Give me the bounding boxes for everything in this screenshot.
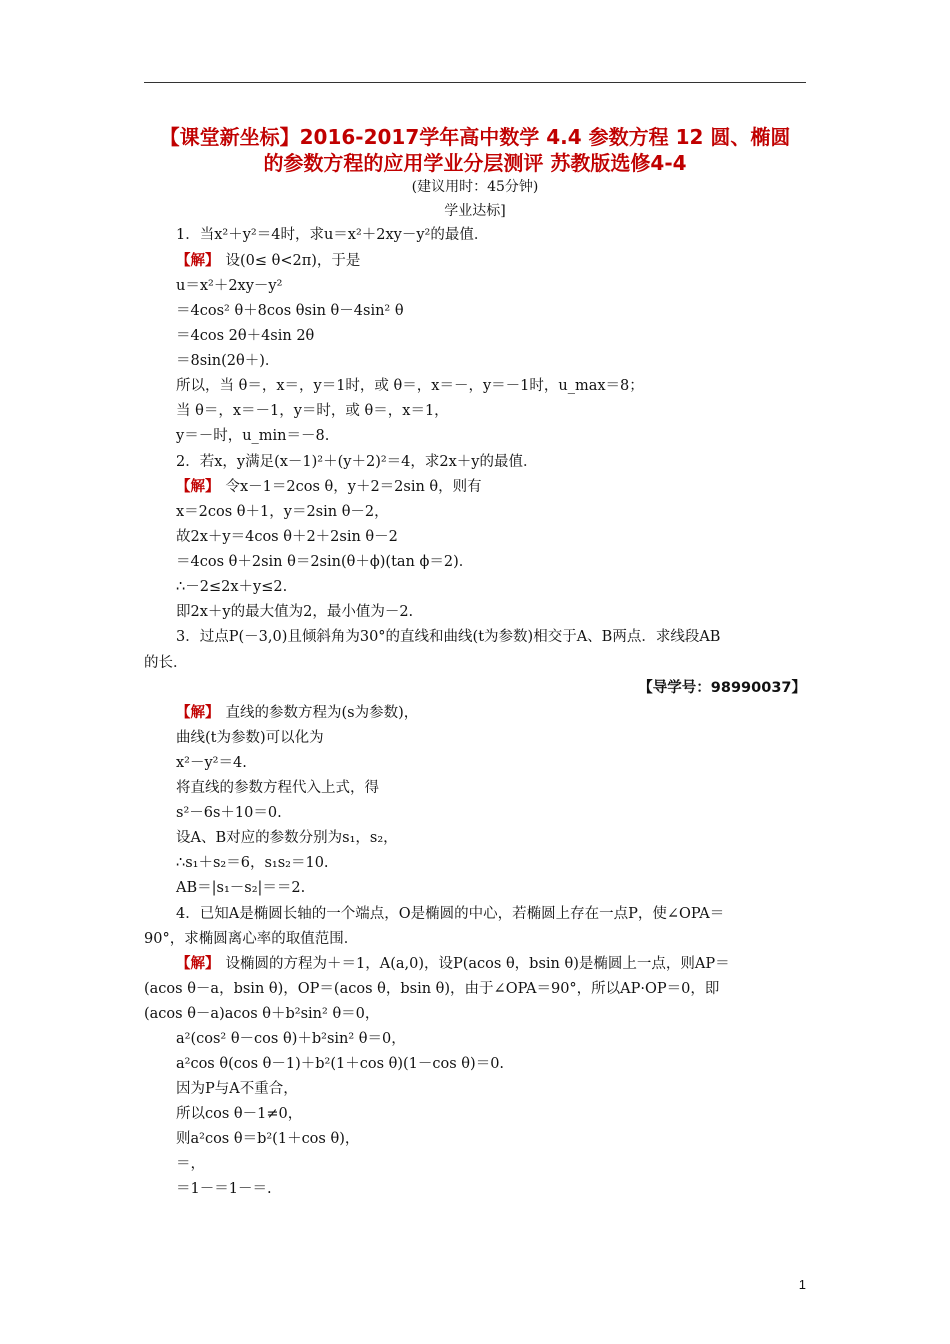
line-text: 设(0≤ θ<2π)，于是 (225, 253, 361, 269)
time-note: (建议用时：45分钟) (411, 179, 539, 195)
line-text: (acos θ－a)acos θ＋b²sin² θ＝0， (144, 1006, 380, 1022)
text-line (176, 450, 538, 471)
line-text: ＝4cos² θ＋8cos θsin θ－4sin² θ (176, 303, 404, 319)
line-text: 即2x＋y的最大值为2，最小值为－2. (176, 604, 414, 620)
line-text: 令x－1＝2cos θ，y＋2＝2sin θ，则有 (225, 479, 482, 495)
solution-label: 【解】 (176, 253, 220, 269)
text-line (176, 1052, 504, 1073)
line-text: 当 θ＝，x＝－1，y＝时，或 θ＝，x＝1， (176, 403, 449, 419)
text-line (144, 927, 358, 948)
section-heading: 学业达标] (444, 203, 506, 219)
text-line (144, 977, 719, 998)
text-line (176, 525, 398, 546)
line-text: ＝1－＝1－＝. (176, 1181, 272, 1197)
line-text: 【导学号：98990037】 (638, 680, 806, 696)
line-text: 曲线(t为参数)可以化为 (176, 730, 324, 746)
text-line (176, 600, 413, 621)
text-line (176, 399, 449, 420)
line-text: 直线的参数方程为(s为参数)， (225, 705, 419, 721)
text-line (176, 475, 482, 496)
text-line (176, 1102, 302, 1123)
text-line (144, 651, 188, 672)
line-text: 将直线的参数方程代入上式，得 (176, 780, 379, 796)
line-text: ＝8sin(2θ＋)． (176, 353, 280, 369)
line-text: x＝2cos θ＋1，y＝2sin θ－2， (176, 504, 389, 520)
text-line (176, 776, 379, 797)
line-text: 故2x＋y＝4cos θ＋2＋2sin θ－2 (176, 529, 398, 545)
text-line (176, 299, 404, 320)
text-line (176, 1177, 272, 1198)
text-line (176, 249, 360, 270)
text-line (176, 902, 724, 923)
line-text: 所以cos θ－1≠0， (176, 1106, 303, 1122)
line-text: ∴－2≤2x＋y≤2. (176, 579, 288, 595)
title-line-1: 【课堂新坐标】2016-2017学年高中数学 4.4 参数方程 12 圆、椭圆 (159, 125, 791, 149)
line-text: ＝4cos θ＋2sin θ＝2sin(θ＋ϕ)(tan ϕ＝2)． (176, 554, 474, 570)
text-line (176, 274, 282, 295)
header-rule (144, 82, 806, 83)
text-line (176, 826, 398, 847)
line-text: 4．已知A是椭圆长轴的一个端点，O是椭圆的中心，若椭圆上存在一点P，使∠OPA＝ (176, 906, 725, 922)
line-text: ∴s₁＋s₂＝6，s₁s₂＝10. (176, 855, 329, 871)
line-text: 则a²cos θ＝b²(1＋cos θ)， (176, 1131, 360, 1147)
line-text: 1．当x²＋y²＝4时，求u＝x²＋2xy－y²的最值． (176, 227, 489, 243)
line-text: 因为P与A不重合， (176, 1081, 298, 1097)
text-line (176, 1027, 406, 1048)
line-text: 2．若x，y满足(x－1)²＋(y＋2)²＝4，求2x＋y的最值． (176, 454, 538, 470)
solution-label: 【解】 (176, 956, 220, 972)
line-text: u＝x²＋2xy－y² (176, 278, 283, 294)
guide-number (638, 676, 806, 697)
text-line (144, 1002, 379, 1023)
solution-label: 【解】 (176, 479, 220, 495)
line-text: 设A、B对应的参数分别为s₁，s₂， (176, 830, 398, 846)
solution-label: 【解】 (176, 705, 220, 721)
text-line (176, 952, 730, 973)
line-text: 3．过点P(－3,0)且倾斜角为30°的直线和曲线(t为参数)相交于A、B两点．求线段AB (176, 629, 721, 645)
line-text: (acos θ－a，bsin θ)，OP＝(acos θ，bsin θ)，由于∠OPA＝90°，所以AP·OP＝0，即 (144, 981, 720, 997)
line-text: a²(cos² θ－cos θ)＋b²sin² θ＝0， (176, 1031, 406, 1047)
text-line (176, 349, 279, 370)
text-line (176, 1077, 298, 1098)
line-text: 90°，求椭圆离心率的取值范围． (144, 931, 359, 947)
text-line (176, 223, 488, 244)
text-line (176, 575, 287, 596)
line-text: 所以，当 θ＝，x＝，y＝1时，或 θ＝，x＝－，y＝－1时，u_max＝8； (176, 378, 644, 394)
line-text: AB＝|s₁－s₂|＝＝2. (176, 880, 306, 896)
text-line (176, 801, 282, 822)
text-line (176, 324, 314, 345)
text-line (176, 851, 329, 872)
line-text: ＝， (176, 1156, 205, 1172)
line-text: x²－y²＝4. (176, 755, 247, 771)
text-line (176, 625, 720, 646)
text-line (176, 1152, 205, 1173)
text-line (176, 374, 644, 395)
line-text: s²－6s＋10＝0. (176, 805, 282, 821)
line-text: 的长． (144, 655, 188, 671)
text-line (176, 726, 324, 747)
text-line (176, 876, 305, 897)
text-line (176, 1127, 359, 1148)
line-text: y＝－时，u_min＝－8. (176, 428, 330, 444)
line-text: ＝4cos 2θ＋4sin 2θ (176, 328, 315, 344)
text-line (176, 701, 418, 722)
text-line (176, 424, 329, 445)
line-text: 设椭圆的方程为＋＝1，A(a,0)，设P(acos θ，bsin θ)是椭圆上一点，则AP＝ (225, 956, 730, 972)
page-number: 1 (798, 1277, 806, 1292)
line-text: a²cos θ(cos θ－1)＋b²(1＋cos θ)(1－cos θ)＝0. (176, 1056, 505, 1072)
document-title (144, 124, 806, 176)
text-line (176, 751, 247, 772)
text-line (176, 500, 389, 521)
text-line (176, 550, 473, 571)
title-line-2: 的参数方程的应用学业分层测评 苏教版选修4-4 (263, 151, 687, 175)
